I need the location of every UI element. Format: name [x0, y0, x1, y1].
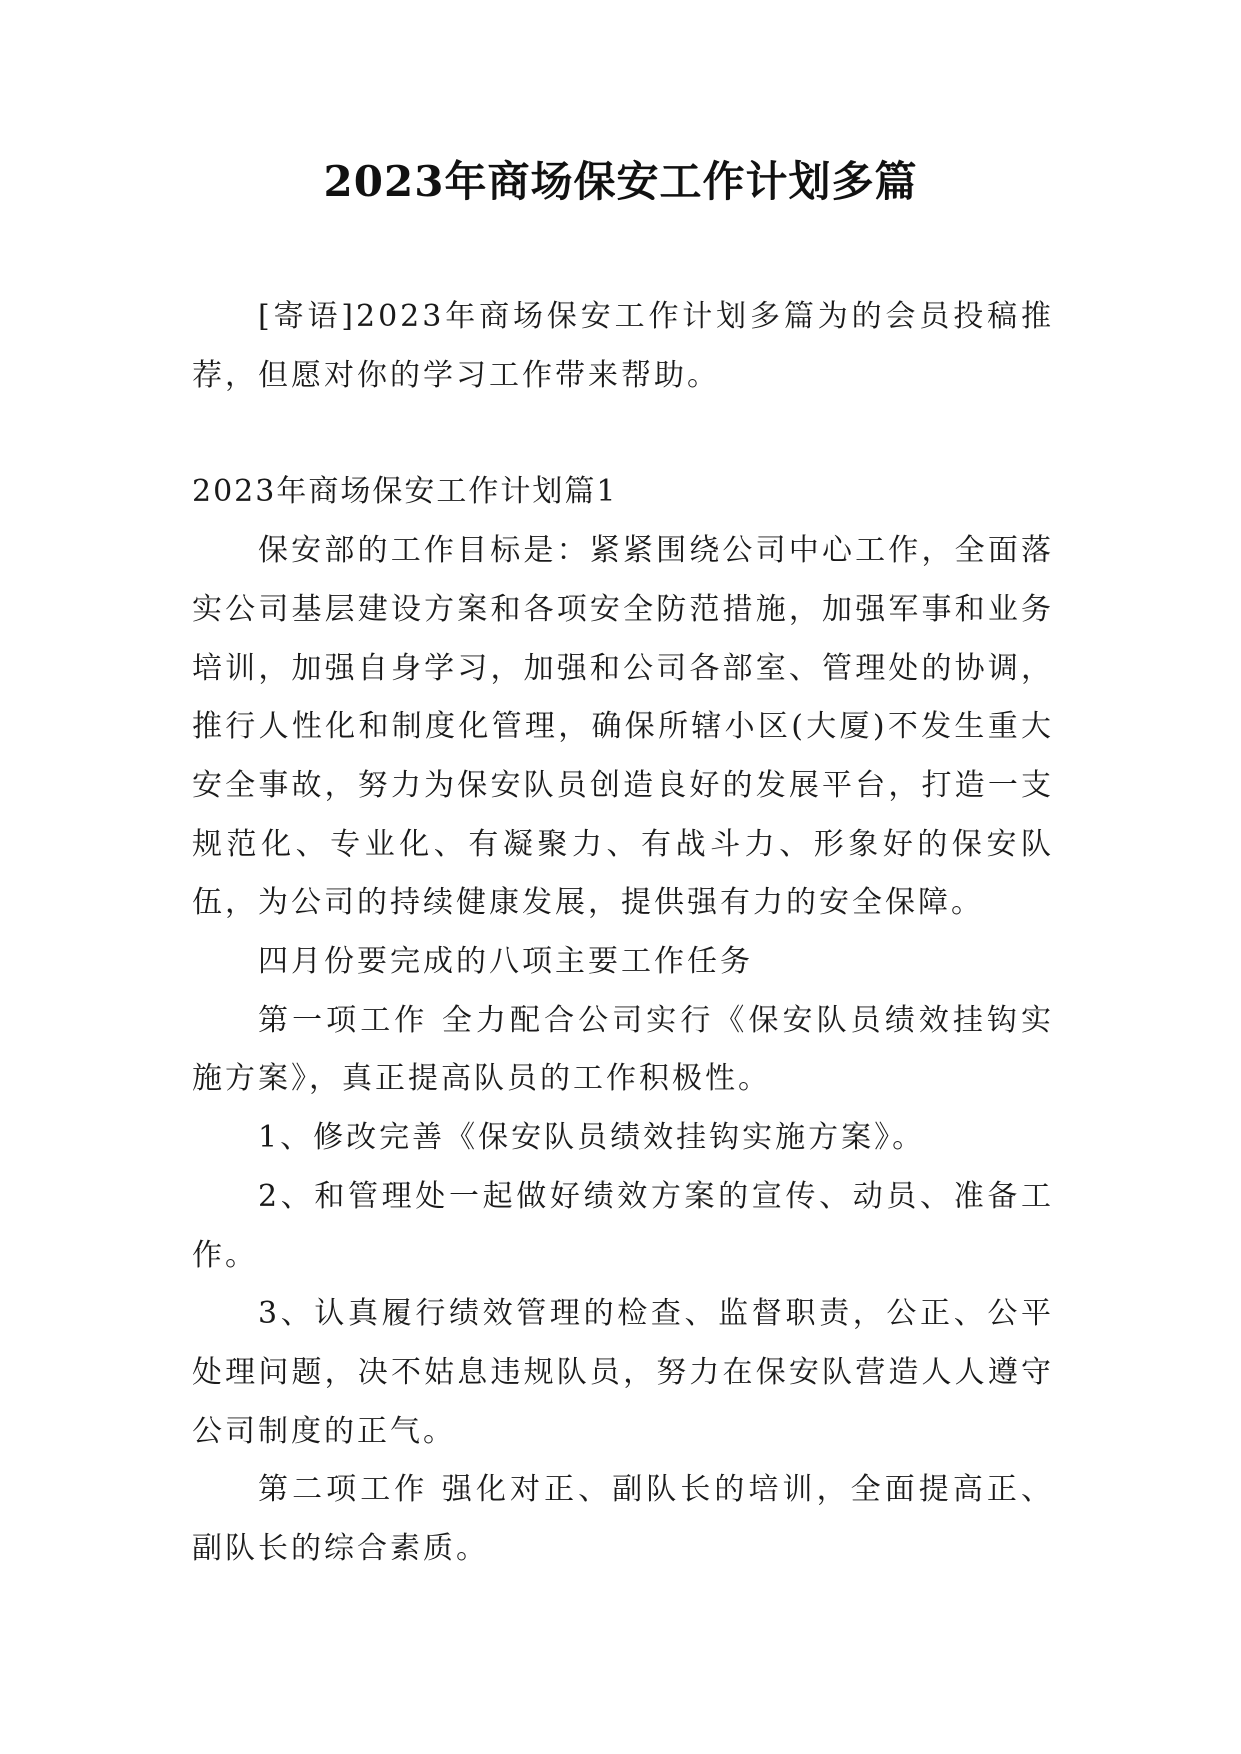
paragraph-task-one: 第一项工作 全力配合公司实行《保安队员绩效挂钩实施方案》，真正提高队员的工作积极性。 [192, 1002, 1054, 1097]
paragraph-item-1: 1、修改完善《保安队员绩效挂钩实施方案》。 [258, 1120, 926, 1156]
document-title: 2023年商场保安工作计划多篇 [323, 157, 918, 206]
section-heading: 2023年商场保安工作计划篇1 [192, 474, 618, 510]
paragraph-tasks-heading: 四月份要完成的八项主要工作任务 [258, 944, 753, 980]
intro-paragraph: [寄语]2023年商场保安工作计划多篇为的会员投稿推荐，但愿对你的学习工作带来帮助。 [192, 299, 1054, 393]
document-body [192, 288, 1054, 1579]
paragraph-item-3: 3、认真履行绩效管理的检查、监督职责，公正、公平处理问题，决不姑息违规队员，努力在保安队营造人人遵守公司制度的正气。 [192, 1296, 1054, 1449]
spacer [192, 405, 1054, 463]
paragraph-task-two: 第二项工作 强化对正、副队长的培训，全面提高正、副队长的综合素质。 [192, 1472, 1054, 1567]
paragraph-goal: 保安部的工作目标是：紧紧围绕公司中心工作，全面落实公司基层建设方案和各项安全防范措施，加强军事和业务培训，加强自身学习，加强和公司各部室、管理处的协调，推行人性化和制度化管理，确保所辖小区(大厦)不发生重大安全事故，努力为保安队员创造良好的发展平台，打造一支规范化、专业化、有凝聚力、有战斗力、形象好的保安队伍，为公司的持续健康发展，提供强有力的安全保障。 [192, 533, 1054, 921]
paragraph-item-2: 2、和管理处一起做好绩效方案的宣传、动员、准备工作。 [192, 1178, 1054, 1273]
